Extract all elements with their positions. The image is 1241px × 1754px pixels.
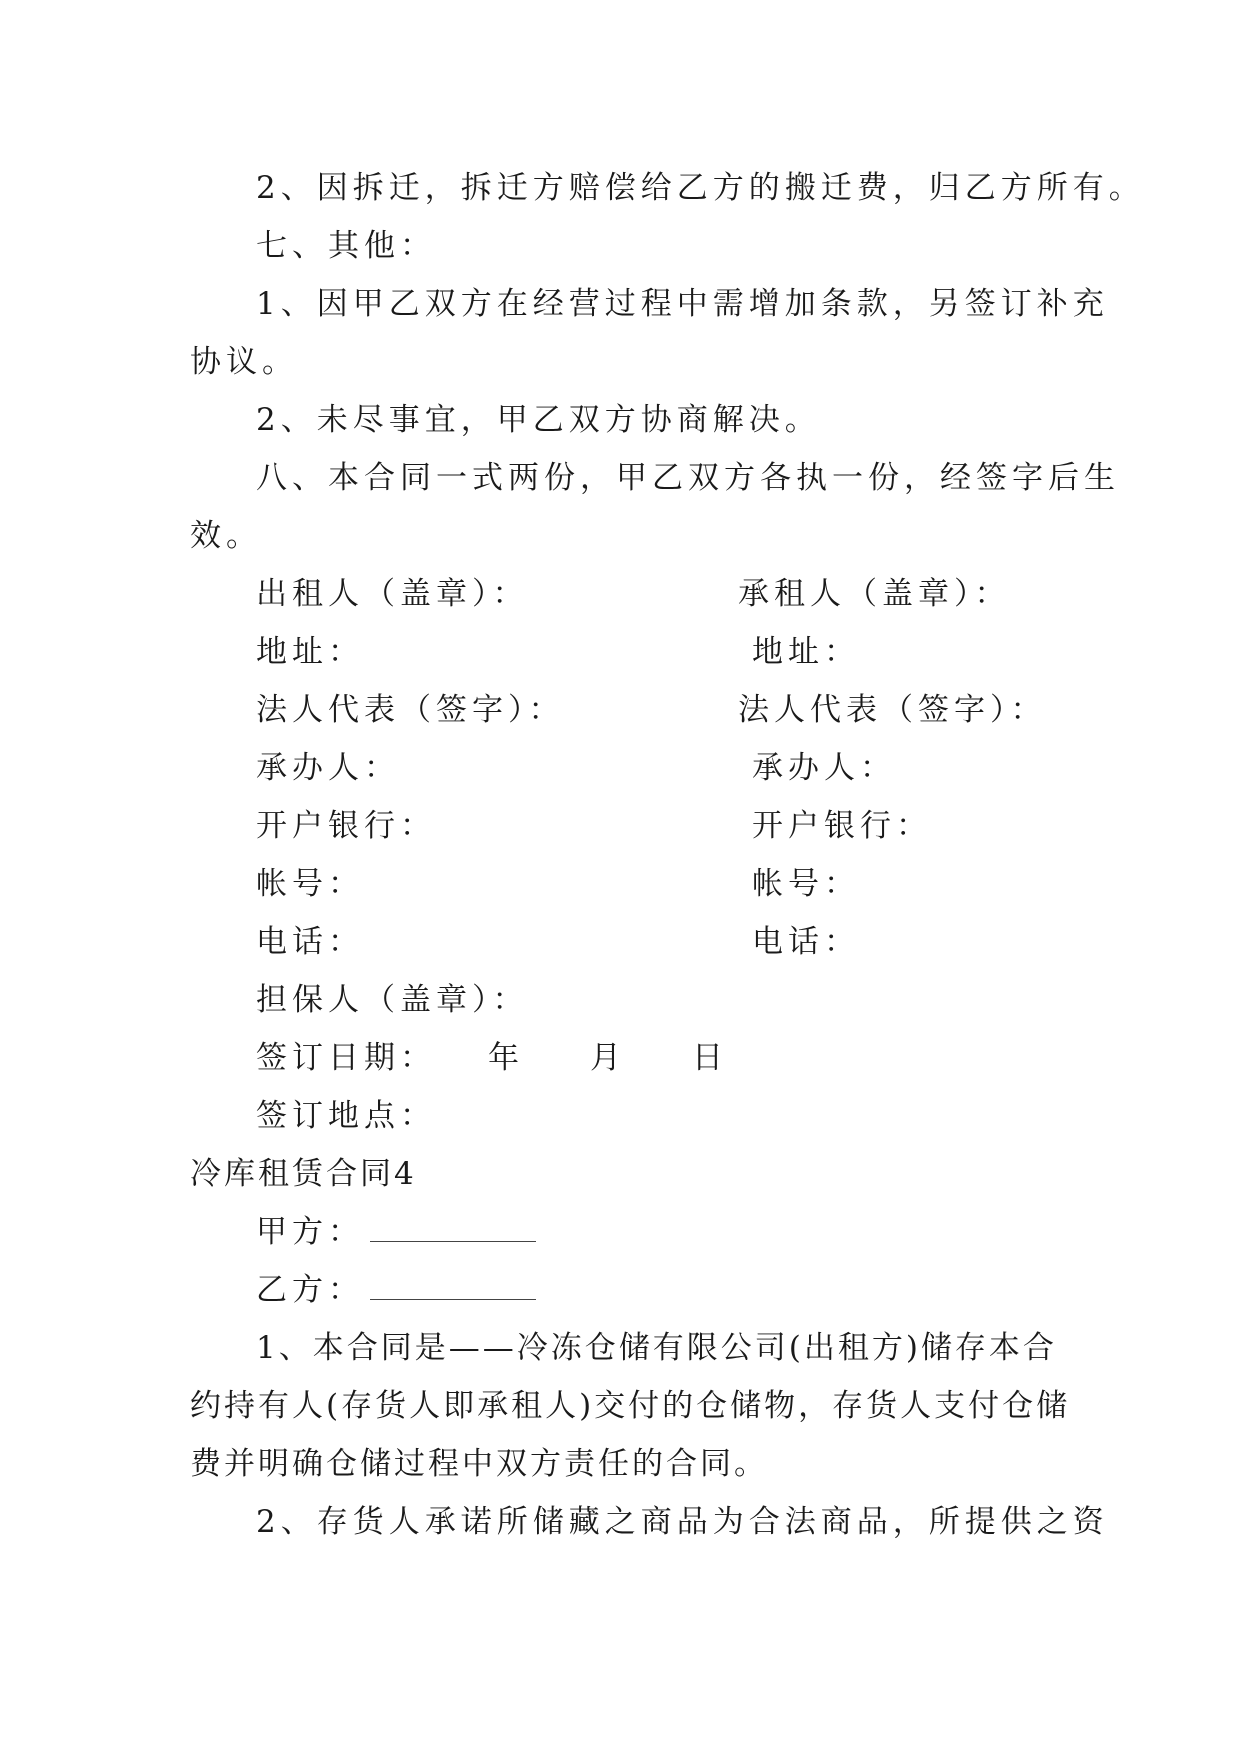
lessee-legal-rep-label: 法人代表（签字）： [738, 692, 1047, 728]
party-a-row [256, 1212, 536, 1252]
clause-copies-line2: 效。 [190, 518, 262, 554]
party-b-label: 乙方： [256, 1272, 364, 1308]
lessor-account-label: 帐号： [256, 866, 364, 902]
lessor-address-label: 地址： [256, 634, 364, 670]
clause-copies-line1: 八、本合同一式两份，甲乙双方各执一份，经签字后生 [256, 460, 1120, 496]
sign-date-label: 签订日期： [256, 1040, 436, 1076]
sign-date-year: 年 [488, 1040, 519, 1076]
lessor-handler-label: 承办人： [256, 750, 400, 786]
contract4-clause2-line1: 2、存货人承诺所储藏之商品为合法商品，所提供之资 [256, 1504, 1109, 1540]
clause-unresolved-matters: 2、未尽事宜，甲乙双方协商解决。 [256, 402, 821, 438]
party-b-row [256, 1270, 536, 1310]
sign-place-label: 签订地点： [256, 1098, 436, 1134]
lessee-account-label: 帐号： [752, 866, 860, 902]
clause-supplement-line1: 1、因甲乙双方在经营过程中需增加条款，另签订补充 [256, 286, 1109, 322]
guarantor-seal-label: 担保人（盖章）： [256, 982, 529, 1018]
contract4-title: 冷库租赁合同4 [190, 1156, 417, 1192]
lessee-handler-label: 承办人： [752, 750, 896, 786]
lessor-seal-label: 出租人（盖章）： [256, 576, 529, 612]
lessor-phone-label: 电话： [256, 924, 364, 960]
lessee-bank-label: 开户银行： [752, 808, 932, 844]
lessee-phone-label: 电话： [752, 924, 860, 960]
lessee-seal-label: 承租人（盖章）： [738, 576, 1011, 612]
contract4-clause1-line2: 约持有人(存货人即承租人)交付的仓储物，存货人支付仓储 [190, 1388, 1071, 1424]
sign-date-month: 月 [590, 1040, 621, 1076]
lessor-legal-rep-label: 法人代表（签字）： [256, 692, 565, 728]
contract4-clause1-line1: 1、本合同是——冷冻仓储有限公司(出租方)储存本合 [256, 1330, 1057, 1366]
sign-date-day: 日 [692, 1040, 723, 1076]
lessee-address-label: 地址： [752, 634, 860, 670]
contract4-clause1-line3: 费并明确仓储过程中双方责任的合同。 [190, 1446, 768, 1482]
clause-relocation-compensation: 2、因拆迁，拆迁方赔偿给乙方的搬迁费，归乙方所有。 [256, 170, 1145, 206]
party-a-blank [370, 1215, 536, 1242]
section-other-heading: 七、其他： [256, 228, 436, 264]
clause-supplement-line2: 协议。 [190, 344, 298, 380]
party-b-blank [370, 1273, 536, 1300]
lessor-bank-label: 开户银行： [256, 808, 436, 844]
party-a-label: 甲方： [256, 1214, 364, 1250]
